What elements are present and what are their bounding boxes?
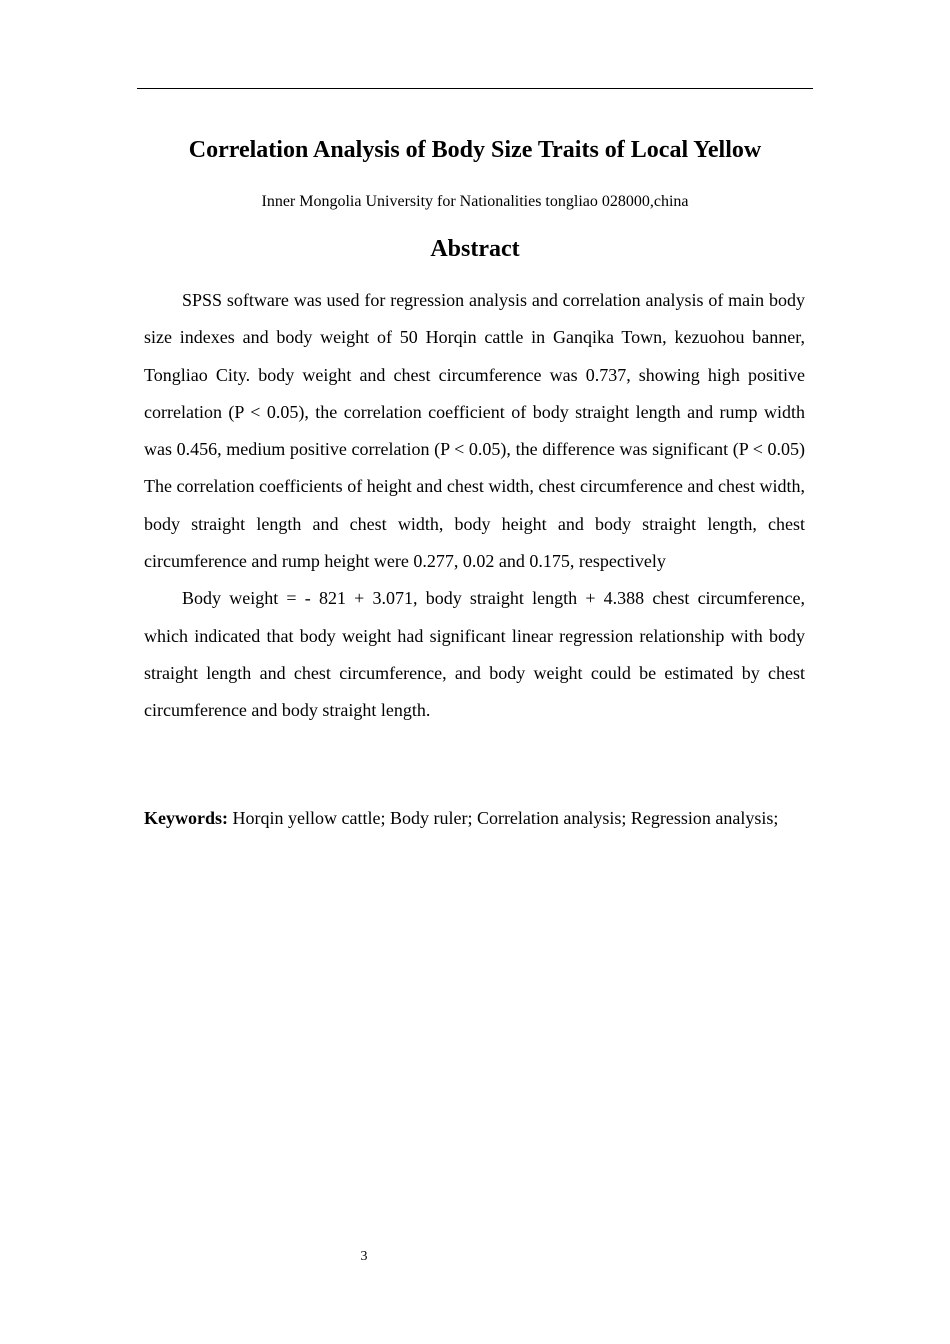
paper-title: Correlation Analysis of Body Size Traits of Local Yellow: [188, 137, 762, 163]
page-number: 3: [360, 1249, 368, 1264]
keywords-label: Keywords:: [144, 808, 228, 828]
keywords: [144, 800, 805, 837]
abstract-paragraph: Body weight = - 821 + 3.071, body straight length + 4.388 chest circumference, which indicated that body weight had significant linear regression relationship with body straight length and chest circumference, and body weight could be estimated by chest circumference and body straight length.: [144, 588, 805, 721]
abstract-paragraph: SPSS software was used for regression analysis and correlation analysis of main body size indexes and body weight of 50 Horqin cattle in Ganqika Town, kezuohou banner, Tongliao City. body weight and chest circumference was 0.737, showing high positive correlation (P < 0.05), the correlation coefficient of body straight length and rump width was 0.456, medium positive correlation (P < 0.05), the difference was significant (P < 0.05) The correlation coefficients of height and chest width, chest circumference and chest width, body straight length and chest width, body height and body straight length, chest circumference and rump height were 0.277, 0.02 and 0.175, respectively: [144, 290, 805, 572]
abstract-body: [144, 282, 805, 730]
abstract-heading: Abstract: [430, 236, 520, 262]
author-affiliation: Inner Mongolia University for Nationalities tongliao 028000,china: [261, 193, 689, 210]
header-rule: [137, 88, 813, 89]
keywords-text: Horqin yellow cattle; Body ruler; Correlation analysis; Regression analysis;: [228, 808, 779, 828]
